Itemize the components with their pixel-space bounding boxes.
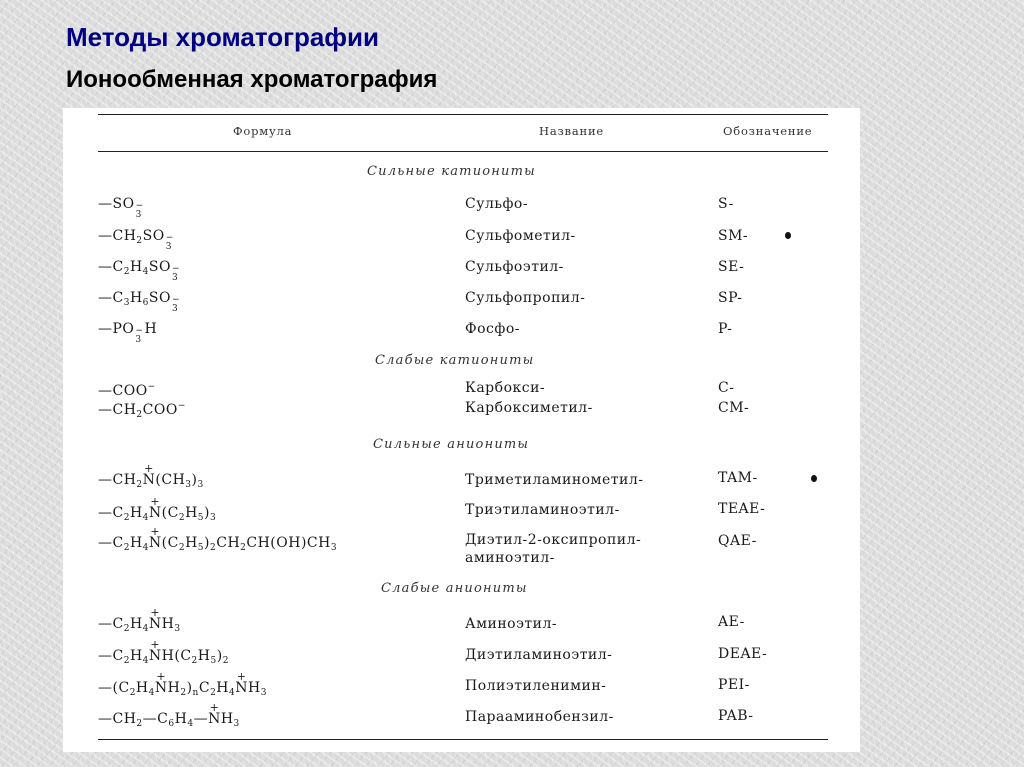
section-weak-cation: Слабые катиониты — [375, 353, 535, 368]
section-strong-anion: Сильные аниониты — [373, 437, 530, 452]
header-rule — [98, 151, 828, 152]
abbr-row-1: S- — [718, 196, 734, 212]
name-row-2: Сульфометил- — [465, 228, 576, 244]
section-weak-anion: Слабые аниониты — [381, 581, 528, 596]
marker-dot — [811, 475, 817, 482]
name-row-10: Диэтил-2-оксипропил- — [465, 532, 642, 548]
name-row-12: Диэтиламиноэтил- — [465, 647, 613, 663]
name-row-10-cont: аминоэтил- — [465, 550, 555, 566]
name-row-13: Полиэтиленимин- — [465, 678, 607, 694]
name-row-4: Сульфопропил- — [465, 290, 586, 306]
abbr-row-7: CM- — [718, 400, 750, 416]
abbr-row-6: C- — [718, 380, 735, 396]
marker-dot — [785, 232, 791, 239]
name-row-1: Сульфо- — [465, 196, 529, 212]
abbr-row-3: SE- — [718, 259, 745, 275]
name-row-7: Карбоксиметил- — [465, 400, 593, 416]
name-row-9: Триэтиламиноэтил- — [465, 502, 620, 518]
header-abbr: Обозначение — [723, 124, 813, 138]
abbr-row-2: SM- — [718, 228, 749, 244]
table-top-rule — [98, 114, 828, 115]
formula-row-2: $—CH_2SO$ 3 − — [98, 228, 174, 252]
formula-row-14: $—CH_2—C_6H_4—+ NH_3$ — [98, 711, 240, 729]
name-row-8: Триметиламинометил- — [465, 472, 644, 488]
abbr-row-11: AE- — [718, 614, 745, 630]
abbr-row-12: DEAE- — [718, 646, 768, 662]
abbr-row-9: TEAE- — [718, 501, 766, 517]
abbr-row-13: PEI- — [718, 677, 750, 693]
abbr-row-5: P- — [718, 321, 733, 337]
formula-row-7: $—CH_2COO^-$ — [98, 401, 186, 420]
formula-row-4: $—C_3H_6SO$ 3 − — [98, 290, 181, 314]
name-row-6: Карбокси- — [465, 380, 546, 396]
abbr-row-4: SP- — [718, 290, 743, 306]
section-strong-cation: Сильные катиониты — [367, 164, 536, 179]
table-bottom-rule — [98, 739, 828, 740]
ion-exchanger-table — [63, 108, 860, 752]
formula-row-11: $—C_2H_4+ NH_3$ — [98, 616, 181, 634]
formula-row-8: $—CH_2+ N(CH_3)_3$ — [98, 472, 204, 490]
formula-row-6: —COO− — [98, 382, 156, 399]
formula-row-1: —SO 3 − — [98, 196, 144, 220]
header-name: Название — [539, 124, 605, 138]
header-formula: Формула — [233, 124, 293, 138]
formula-row-9: $—C_2H_4+ N(C_2H_5)_3$ — [98, 505, 216, 523]
abbr-row-10: QAE- — [718, 533, 757, 549]
formula-row-3: $—C_2H_4SO$ 3 − — [98, 259, 181, 283]
name-row-3: Сульфоэтил- — [465, 259, 564, 275]
formula-row-12: $—C_2H_4+ NH(C_2H_5)_2$ — [98, 648, 229, 666]
slide-subtitle: Ионообменная хроматография — [66, 66, 438, 93]
formula-row-13: $—(C_2H_4+ NH_2)_nC_2H_4+ NH_3$ — [98, 680, 267, 698]
name-row-5: Фосфо- — [465, 321, 521, 337]
abbr-row-14: PAB- — [718, 708, 754, 724]
formula-row-5: —PO 3 − H — [98, 321, 158, 345]
slide-title: Методы хроматографии — [66, 22, 380, 52]
formula-row-10: $—C_2H_4+ N(C_2H_5)_2CH_2CH(OH)CH_3$ — [98, 535, 337, 553]
abbr-row-8: TAM- — [718, 470, 758, 486]
name-row-14: Парааминобензил- — [465, 709, 614, 725]
name-row-11: Аминоэтил- — [465, 616, 558, 632]
